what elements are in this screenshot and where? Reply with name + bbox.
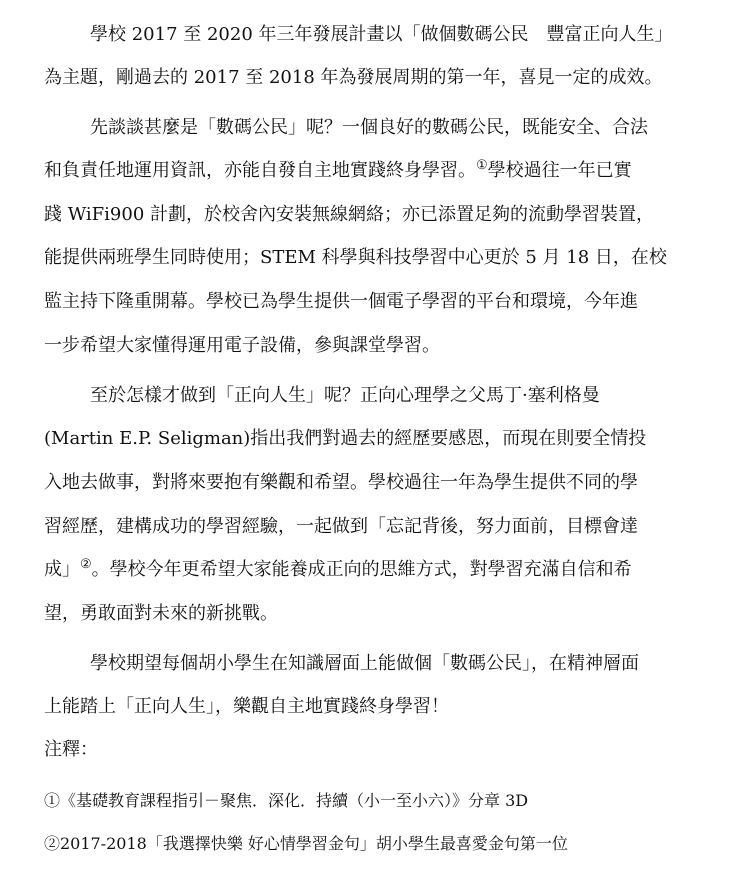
footnote-ref-2: ②	[80, 557, 92, 572]
para1-line1: 學校 2017 至 2020 年三年發展計畫以「做個數碼公民 豐富正向人生」	[90, 24, 673, 45]
para4-line1: 學校期望每個胡小學生在知識層面上能做個「數碼公民」，在精神層面	[90, 653, 639, 674]
para3-line3: 入地去做事，對將來要抱有樂觀和希望。學校過往一年為學生提供不同的學	[44, 472, 638, 493]
para3-line5-text-a: 成」	[44, 559, 80, 580]
para1-line2: 為主題，剛過去的 2017 至 2018 年為發展周期的第一年，喜見一定的成效。	[44, 67, 663, 88]
para3-line2: (Martin E.P. Seligman)指出我們對過去的經歷要感恩，而現在則要全情投	[44, 428, 647, 449]
para2-line2	[44, 159, 699, 183]
para2-line3: 踐 WiFi900 計劃，於校舍內安裝無線網絡；亦已添置足夠的流動學習裝置，	[44, 204, 654, 225]
notes-heading: 注釋：	[44, 739, 98, 760]
para3-line1: 至於怎樣才做到「正向人生」呢？正向心理學之父馬丁·塞利格曼	[90, 385, 600, 406]
para2-line6: 一步希望大家懂得運用電子設備，參與課堂學習。	[44, 335, 440, 356]
para3-line5	[44, 558, 699, 582]
note-1: ①《基礎教育課程指引－聚焦．深化．持續（小一至小六）》分章 3D	[44, 791, 529, 810]
footnote-ref-1: ①	[476, 158, 488, 173]
para3-line6: 望，勇敢面對未來的新挑戰。	[44, 603, 278, 624]
para3-line4: 習經歷，建構成功的學習經驗，一起做到「忘記背後，努力面前，目標會達	[44, 516, 638, 537]
para2-line1: 先談談甚麼是「數碼公民」呢？一個良好的數碼公民，既能安全、合法	[90, 117, 648, 138]
para3-line5-text-b: 。學校今年更希望大家能養成正向的思維方式，對學習充滿自信和希	[91, 559, 632, 580]
para2-line4: 能提供兩班學生同時使用；STEM 科學與科技學習中心更於 5 月 18 日，在校	[44, 247, 667, 268]
para2-line2-text-b: 學校過往一年已實	[487, 160, 632, 181]
para2-line2-text-a: 和負責任地運用資訊，亦能自發自主地實踐終身學習。	[44, 160, 476, 181]
note-2: ②2017-2018「我選擇快樂 好心情學習金句」胡小學生最喜愛金句第一位	[44, 834, 568, 853]
para2-line5: 監主持下隆重開幕。學校已為學生提供一個電子學習的平台和環境，今年進	[44, 291, 638, 312]
para4-line2: 上能踏上「正向人生」，樂觀自主地實踐終身學習！	[44, 696, 449, 717]
